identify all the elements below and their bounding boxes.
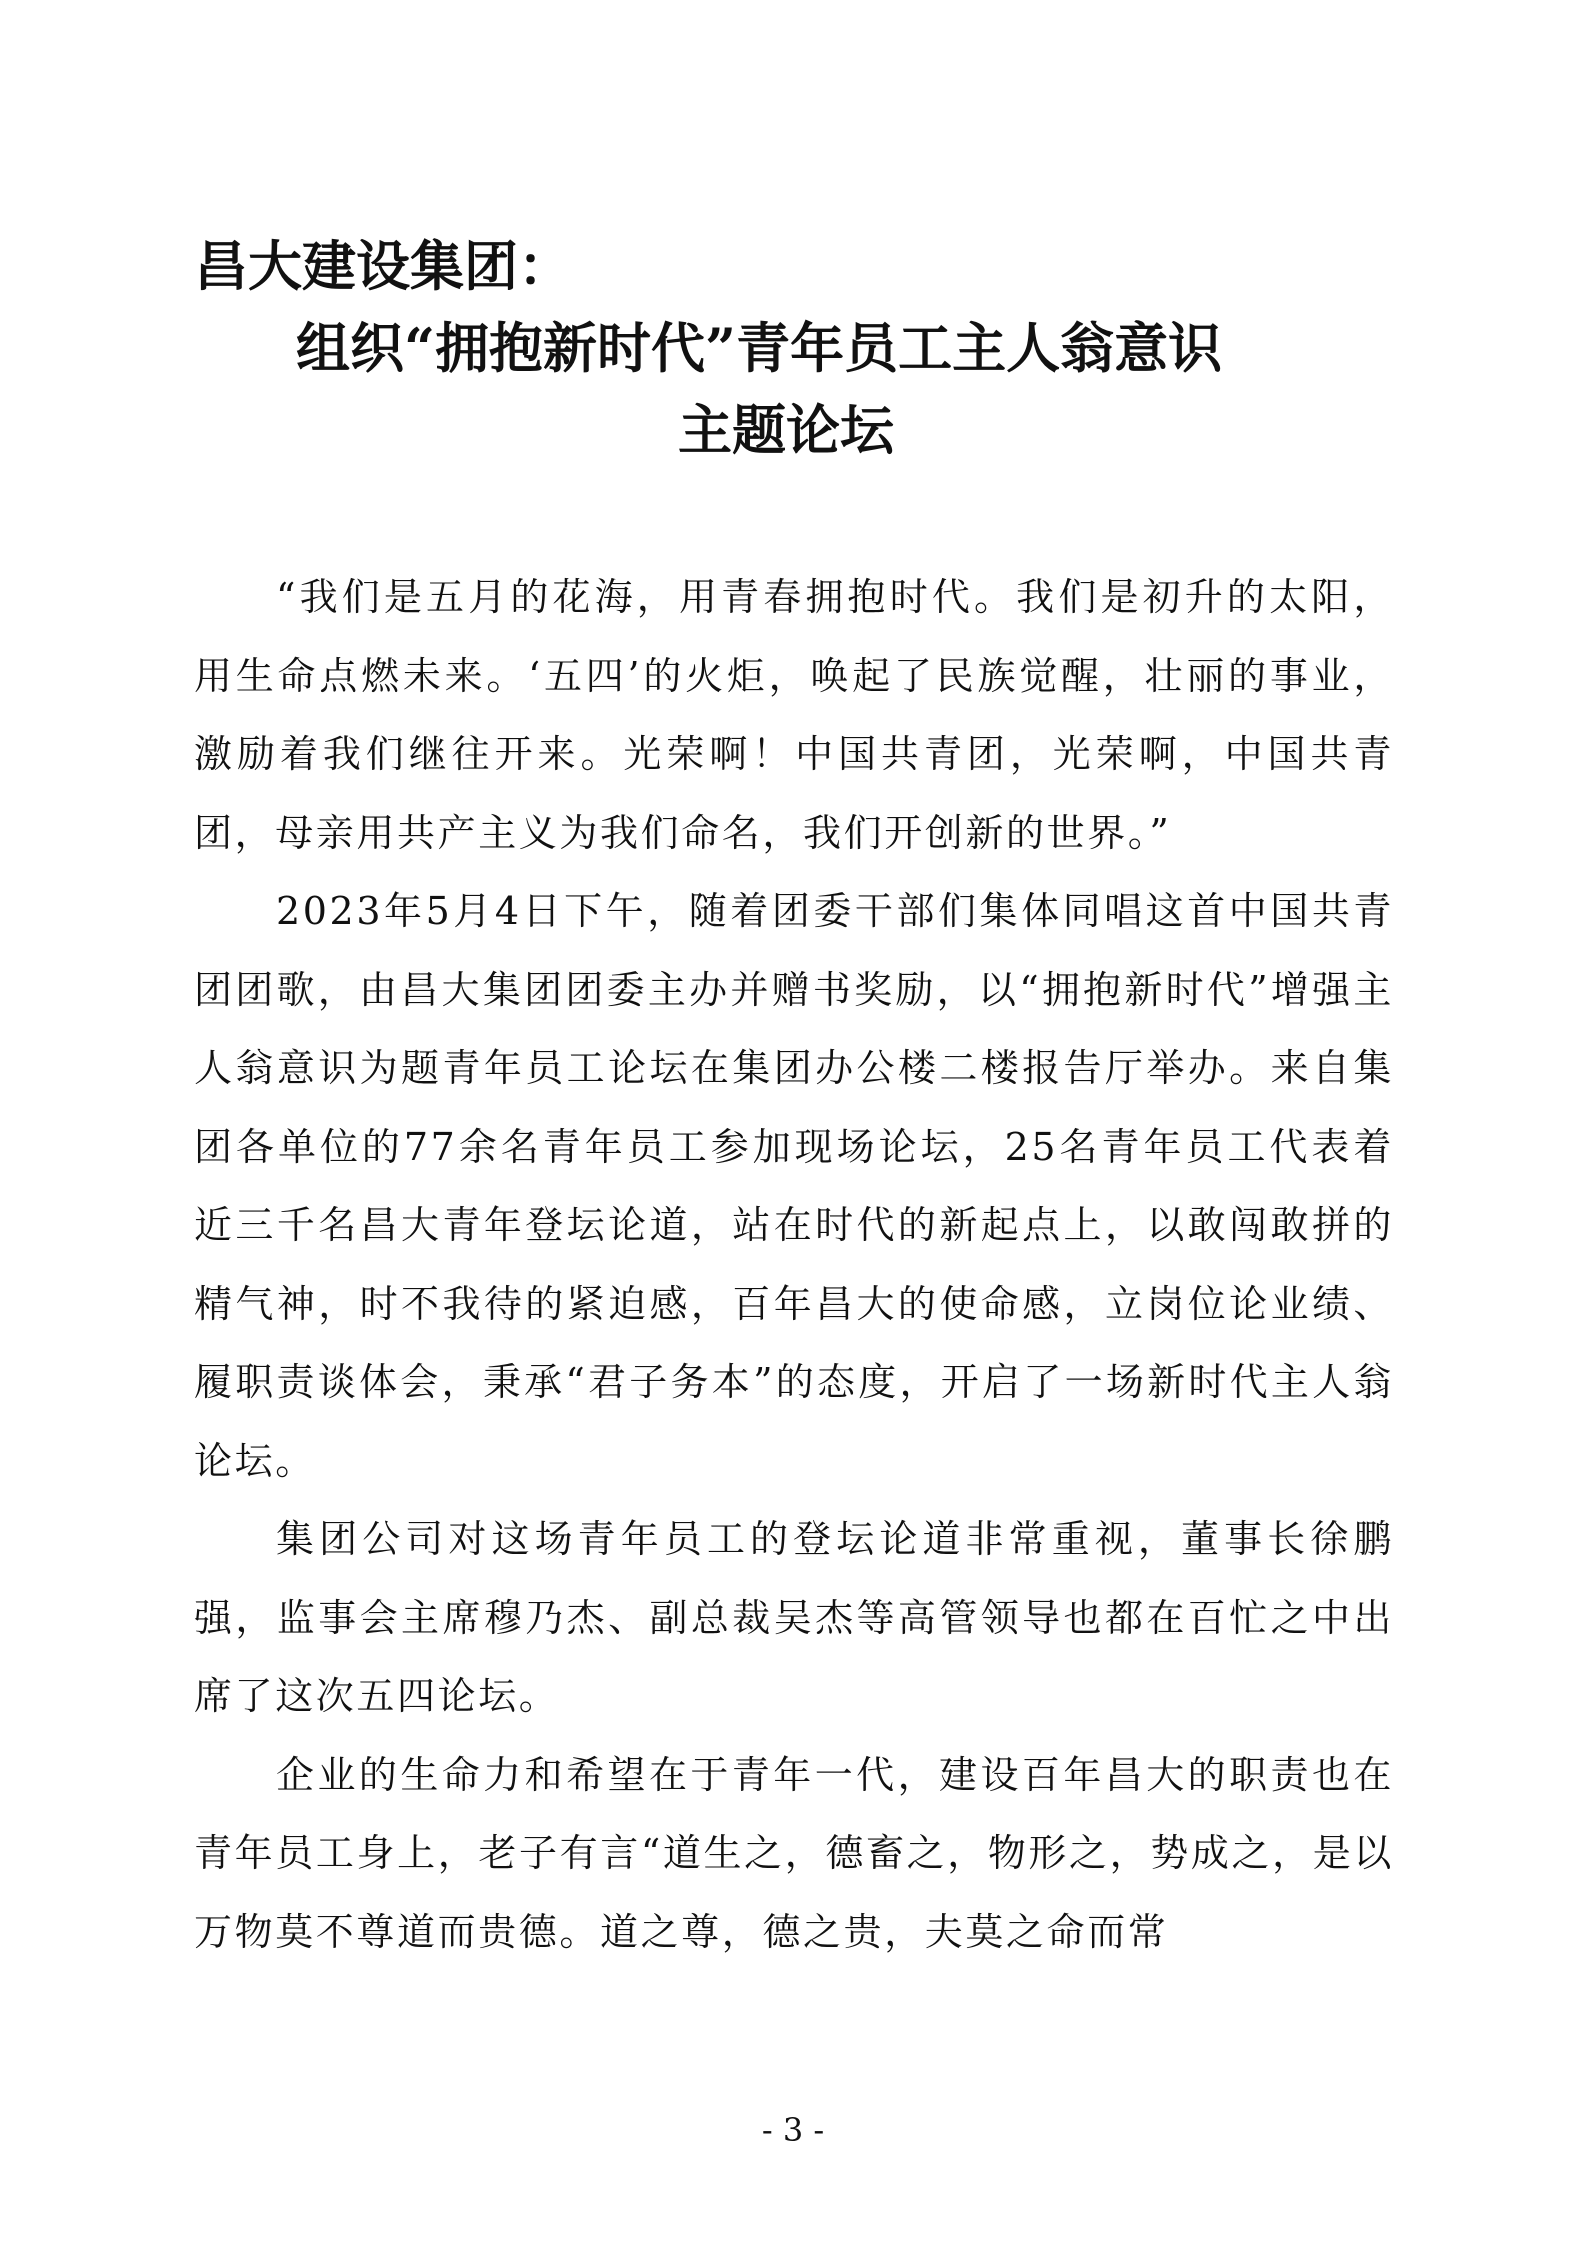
paragraph-anthem-lyrics: “我们是五月的花海，用青春拥抱时代。我们是初升的太阳，用生命点燃未来。‘五四’的火炬，唤起了民族觉醒，壮丽的事业，激励着我们继往开来。光荣啊！中国共青团，光荣啊，中国共青团，母亲用共产主义为我们命名，我们开创新的世界。” <box>194 575 1394 855</box>
document-body <box>194 558 1394 1971</box>
paragraph-event-description: 2023年5月4日下午，随着团委干部们集体同唱这首中国共青团团歌，由昌大集团团委主办并赠书奖励，以“拥抱新时代”增强主人翁意识为题青年员工论坛在集团办公楼二楼报告厅举办。来自集团各单位的77余名青年员工参加现场论坛，25名青年员工代表着近三千名昌大青年登坛论道，站在时代的新起点上，以敢闯敢拼的精气神，时不我待的紧迫感，百年昌大的使命感，立岗位论业绩、履职责谈体会，秉承“君子务本”的态度，开启了一场新时代主人翁论坛。 <box>194 889 1394 1483</box>
page-number: - 3 - <box>761 2111 825 2149</box>
title-line-main: 组织“拥抱新时代”青年员工主人翁意识 <box>296 316 1223 380</box>
title-line-organization: 昌大建设集团： <box>194 234 572 298</box>
title-line-subtitle: 主题论坛 <box>678 398 894 462</box>
paragraph-leadership-attendance: 集团公司对这场青年员工的登坛论道非常重视，董事长徐鹏强，监事会主席穆乃杰、副总裁吴杰等高管领导也都在百忙之中出席了这次五四论坛。 <box>194 1517 1394 1718</box>
paragraph-youth-significance: 企业的生命力和希望在于青年一代，建设百年昌大的职责也在青年员工身上，老子有言“道生之，德畜之，物形之，势成之，是以万物莫不尊道而贵德。道之尊，德之贵，夫莫之命而常 <box>194 1752 1394 1954</box>
